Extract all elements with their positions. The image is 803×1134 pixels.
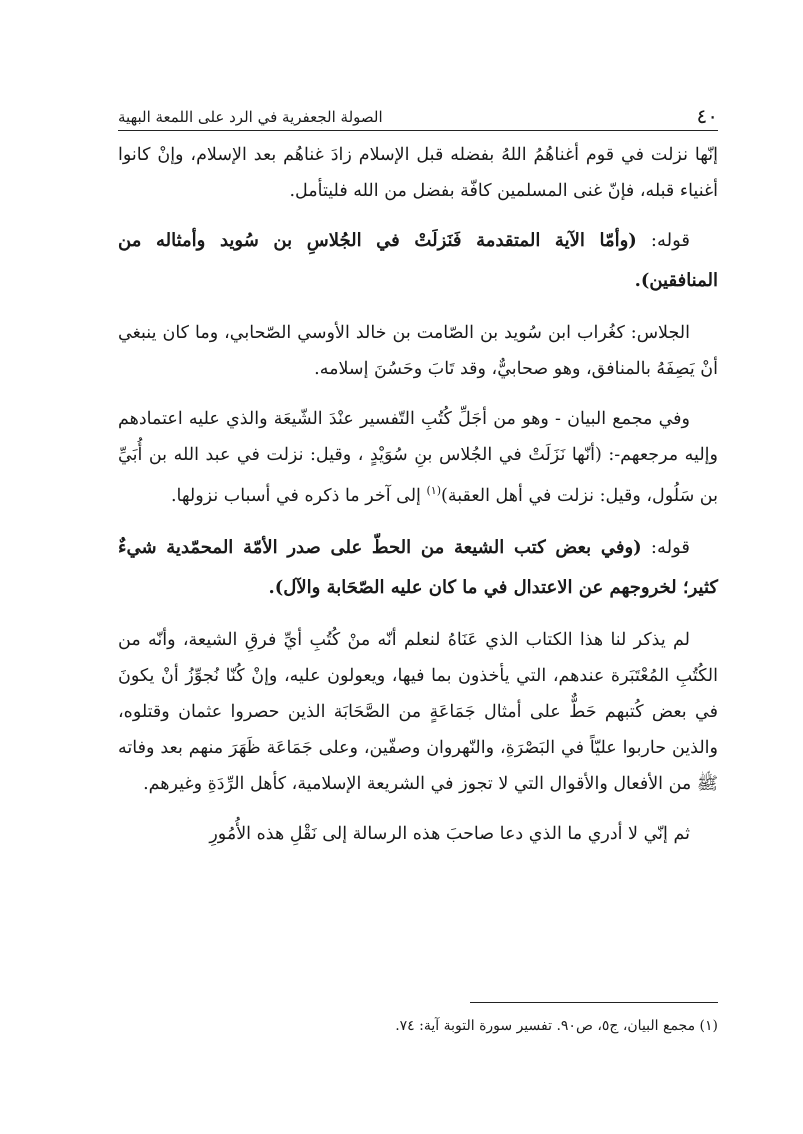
paragraph-3-text-end: إلى آخر ما ذكره في أسباب نزولها. (170, 485, 427, 506)
paragraph-3 (118, 401, 718, 514)
quote-text: (وأمّا الآية المتقدمة فَنَزلَتْ في الجُلاسِ بن سُويد وأمثاله من المنافقين). (118, 230, 718, 291)
paragraph-5: ثم إنّي لا أدري ما الذي دعا صاحبَ هذه الرسالة إلى نَقْلِ هذه الأُمُورِ (209, 823, 690, 844)
paragraph-1: إنّها نزلت في قوم أغناهُمُ اللهُ بفضله قبل الإسلام زادَ غناهُم بعد الإسلام، وإنْ كانوا أغنياء قبله، فإنّ غنى المسلمين كافّة بفضل من الله فليتأمل. (118, 145, 718, 201)
paragraph-4: لم يذكر لنا هذا الكتاب الذي عَنَاهُ لنعلم أنّه منْ كُتُبِ أيِّ فرقِ الشيعة، وأنّه من الكُتُبِ المُعْتَبَرة عندهم، التي يأخذون بما فيها، ويعولون عليه، وإنْ كُنّا نُجوِّزُ أنْ يكونَ في بعض كُتبهم حَطٌّ على أمثال جَمَاعَةٍ من الصَّحَابَة الذين حصروا عثمان وقتلوه، والذين حاربوا عليّاً في البَصْرَةِ، والنّهروان وصفّين، وعلى جَمَاعَة ظَهَرَ منهم بعد وفاته ﷺ من الأفعال والأقوال التي لا تجوز في الشريعة الإسلامية، كأهل الرِّدَةِ وغيرهم. (118, 629, 718, 794)
footnote: (١) مجمع البيان، ج٥، ص٩٠. تفسير سورة التوبة آية: ٧٤. (395, 1018, 718, 1034)
body-text (118, 137, 718, 866)
page-header (118, 96, 718, 128)
footnote-marker: (١) (426, 484, 441, 497)
quote-prefix: قوله: (636, 230, 691, 251)
page-number: ٤٠ (696, 104, 718, 128)
running-title: الصولة الجعفرية في الرد على اللمعة البهية (118, 108, 383, 126)
paragraph-3-text: وفي مجمع البيان - وهو من أجَلِّ كُتُبِ التّفسير عنْدَ الشّيعَة والذي عليه اعتمادهم وإليه مرجعهم-: (أنّها نَزَلَتْ في الجُلاس بنِ سُوَيْدٍ ، وقيل: نزلت في عبد الله بن أُبَيِّ بن سَلُول، وقيل: نزلت في أهل العقبة) (118, 409, 718, 506)
quote-prefix: قوله: (641, 536, 690, 558)
footnote-divider (470, 1002, 718, 1003)
quote-heading-2 (118, 528, 718, 608)
quote-text: (وفي بعض كتب الشيعة من الحطّ على صدر الأمّة المحمّدية شيءٌ كثير؛ لخروجهم عن الاعتدال في ما كان عليه الصّحَابة والآل). (118, 536, 718, 598)
header-divider (118, 130, 718, 131)
paragraph-2: الجلاس: كغُراب ابن سُويد بن الصّامت بن خالد الأوسي الصّحابي، وما كان ينبغي أنْ يَصِفَهُ بالمنافق، وهو صحابيٌّ، وقد تَابَ وحَسُنَ إسلامه. (118, 323, 718, 379)
quote-heading-1 (118, 221, 718, 301)
